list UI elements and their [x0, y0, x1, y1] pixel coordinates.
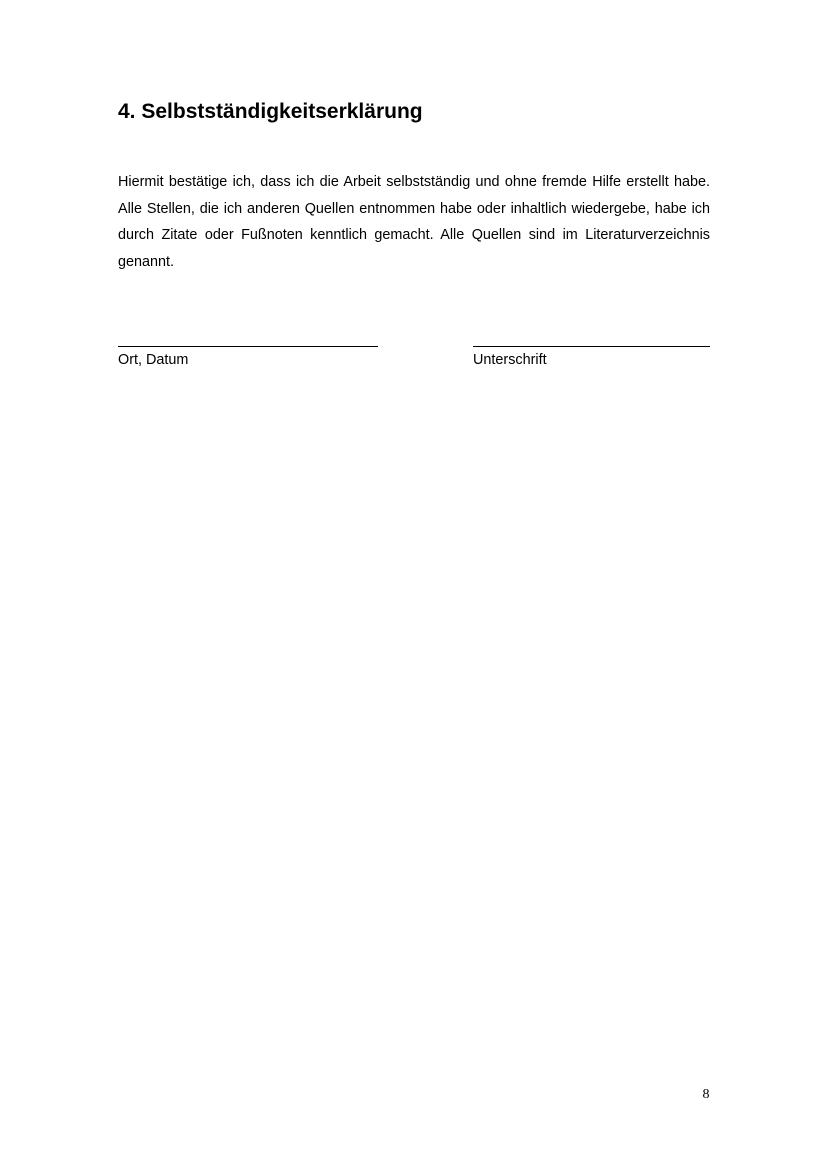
page-number: 8: [702, 1087, 710, 1102]
signature-line: [473, 346, 710, 347]
place-date-line: [118, 346, 378, 347]
section-heading: 4. Selbstständigkeitserklärung: [118, 100, 423, 123]
place-date-label: Ort, Datum: [118, 352, 189, 368]
signature-label: Unterschrift: [473, 352, 547, 368]
declaration-paragraph: Hiermit bestätige ich, dass ich die Arbeit selbstständig und ohne fremde Hilfe erstellt habe. Alle Stellen, die ich anderen Quellen entnommen habe oder inhaltlich wiedergebe, habe ich durch Zitate oder Fußnoten kenntlich gemacht. Alle Quellen sind im Literaturverzeichnis genannt.: [118, 174, 710, 270]
